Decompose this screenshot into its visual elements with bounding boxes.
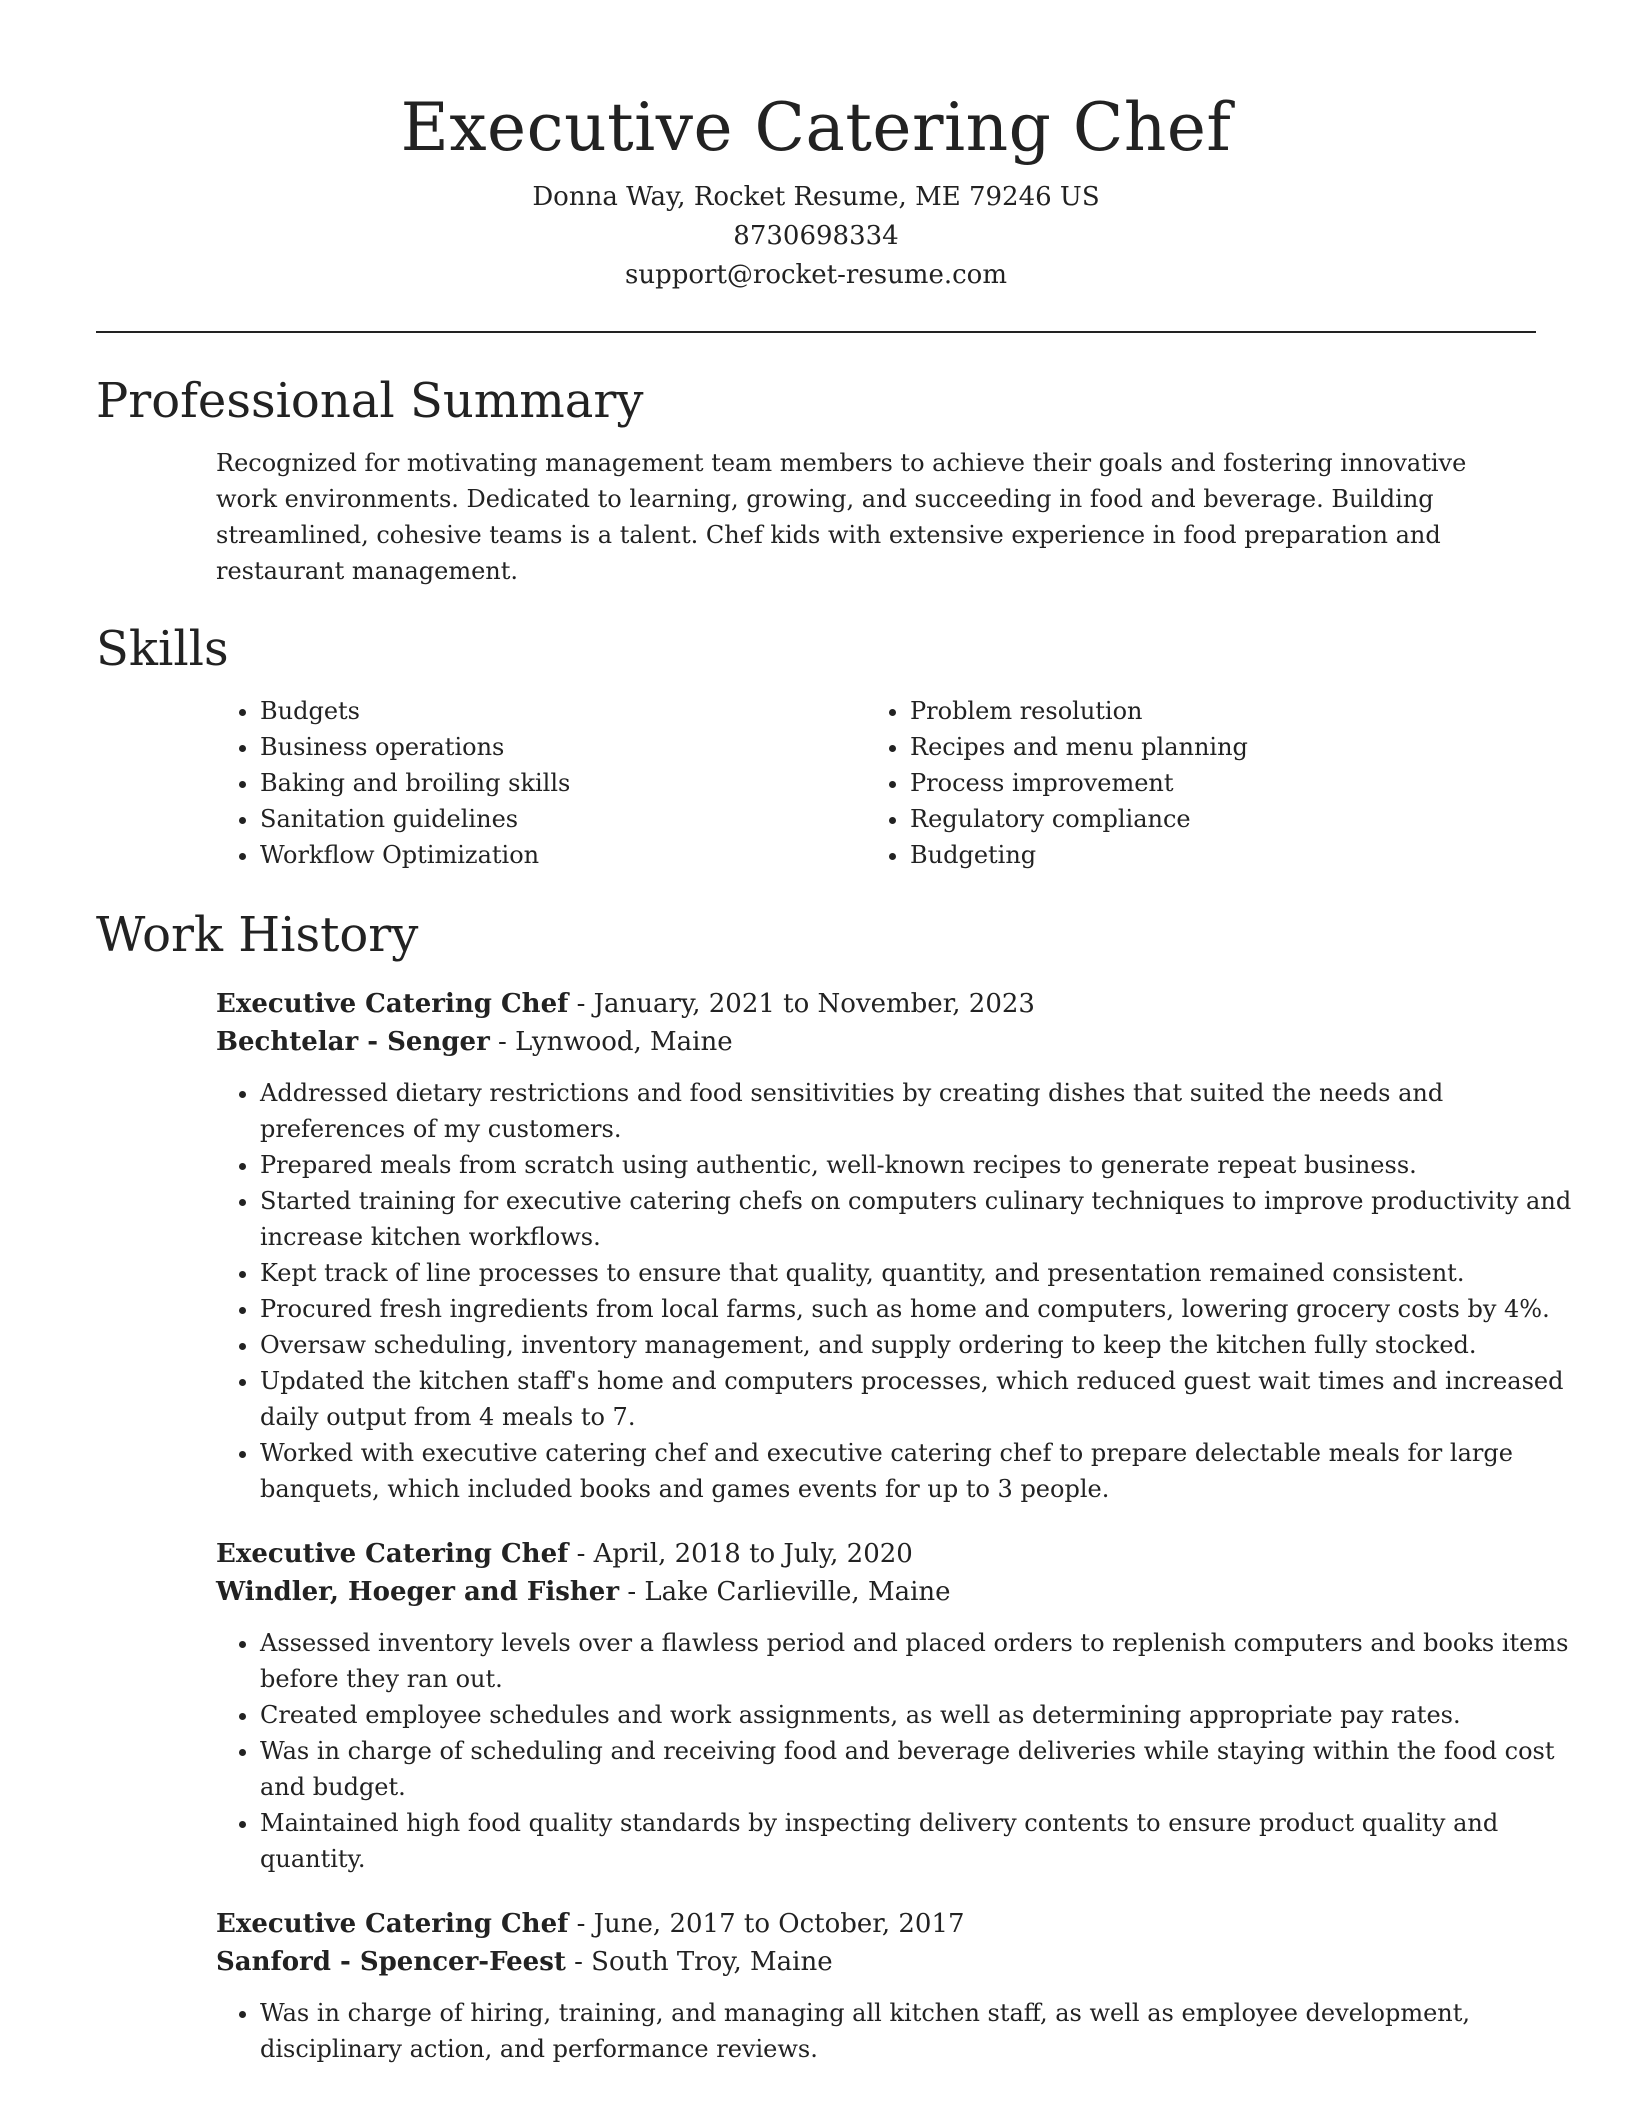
- job-heading: [216, 985, 1536, 1023]
- summary-text: Recognized for motivating management team members to achieve their goals and fostering innovative work environments. Dedicated to learning, growing, and succeeding in food and beverage. Building streamlined, cohesive teams is a talent. Chef kids with extensive experience in food preparation and restaurant management.: [216, 449, 1467, 585]
- job-bullets: [216, 1995, 1580, 2067]
- job-dates: - June, 2017 to October, 2017: [568, 1909, 965, 1939]
- skill-item: • Sanitation guidelines: [260, 801, 866, 837]
- section-title-work-history: Work History: [96, 907, 419, 963]
- job-bullet: • Maintained high food quality standards by inspecting delivery contents to ensure product quality and quantity.: [260, 1805, 1580, 1877]
- contact-block: [96, 178, 1536, 295]
- job-bullet: • Updated the kitchen staff's home and computers processes, which reduced guest wait times and increased daily output from 4 meals to 7.: [260, 1363, 1580, 1435]
- job-role: Executive Catering Chef: [216, 989, 569, 1019]
- job-location: - Lynwood, Maine: [489, 1027, 733, 1057]
- skill-item: • Budgets: [260, 693, 866, 729]
- job-entry: [216, 1905, 1536, 2067]
- job-company: Sanford - Spencer-Feest: [216, 1947, 566, 1977]
- job-bullet: • Procured fresh ingredients from local farms, such as home and computers, lowering grocery costs by 4%.: [260, 1291, 1580, 1327]
- skill-item: • Regulatory compliance: [910, 801, 1516, 837]
- job-heading: [216, 1905, 1536, 1943]
- resume-title: Executive Catering Chef: [400, 89, 1232, 166]
- job-bullets: [216, 1075, 1580, 1507]
- skill-item: • Workflow Optimization: [260, 837, 866, 873]
- skill-item: • Business operations: [260, 729, 866, 765]
- job-employer: [216, 1943, 1536, 1981]
- job-location: - Lake Carlieville, Maine: [619, 1577, 951, 1607]
- job-bullet: • Prepared meals from scratch using authentic, well-known recipes to generate repeat business.: [260, 1147, 1580, 1183]
- job-bullets: [216, 1625, 1580, 1877]
- job-bullet: • Kept track of line processes to ensure that quality, quantity, and presentation remained consistent.: [260, 1255, 1580, 1291]
- job-bullet: • Oversaw scheduling, inventory management, and supply ordering to keep the kitchen fully stocked.: [260, 1327, 1580, 1363]
- section-title-summary: Professional Summary: [96, 373, 644, 429]
- job-bullet: • Created employee schedules and work assignments, as well as determining appropriate pay rates.: [260, 1697, 1580, 1733]
- job-employer: [216, 1573, 1536, 1611]
- job-company: Windler, Hoeger and Fisher: [216, 1577, 620, 1607]
- skill-item: • Problem resolution: [910, 693, 1516, 729]
- job-role: Executive Catering Chef: [216, 1539, 569, 1569]
- header-divider: [96, 331, 1536, 333]
- job-bullet: • Assessed inventory levels over a flawless period and placed orders to replenish computers and books items before they ran out.: [260, 1625, 1580, 1697]
- section-title-skills: Skills: [96, 621, 229, 677]
- job-bullet: • Addressed dietary restrictions and food sensitivities by creating dishes that suited the needs and preferences of my customers.: [260, 1075, 1580, 1147]
- job-entry: [216, 1535, 1569, 1877]
- contact-email: support@rocket-resume.com: [624, 260, 1007, 290]
- job-role: Executive Catering Chef: [216, 1909, 569, 1939]
- job-entry: [216, 985, 1572, 1507]
- job-bullet: • Worked with executive catering chef and executive catering chef to prepare delectable meals for large banquets, which included books and games events for up to 3 people.: [260, 1435, 1580, 1507]
- skill-item: • Baking and broiling skills: [260, 765, 866, 801]
- job-dates: - April, 2018 to July, 2020: [568, 1539, 913, 1569]
- job-bullet: • Started training for executive catering chefs on computers culinary techniques to improve productivity and increase kitchen workflows.: [260, 1183, 1580, 1255]
- job-bullet: • Was in charge of hiring, training, and managing all kitchen staff, as well as employee development, disciplinary action, and performance reviews.: [260, 1995, 1580, 2067]
- contact-address: Donna Way, Rocket Resume, ME 79246 US: [532, 182, 1100, 212]
- job-heading: [216, 1535, 1536, 1573]
- resume-page: [96, 0, 1572, 2067]
- skill-item: • Budgeting: [910, 837, 1516, 873]
- job-employer: [216, 1023, 1536, 1061]
- job-bullet: • Was in charge of scheduling and receiving food and beverage deliveries while staying within the food cost and budget.: [260, 1733, 1580, 1805]
- skills-column-right: [866, 693, 1516, 873]
- job-location: - South Troy, Maine: [565, 1947, 833, 1977]
- job-company: Bechtelar - Senger: [216, 1027, 490, 1057]
- job-dates: - January, 2021 to November, 2023: [568, 989, 1035, 1019]
- skill-item: • Recipes and menu planning: [910, 729, 1516, 765]
- contact-phone: 8730698334: [733, 221, 899, 251]
- skills-list: [216, 693, 1536, 873]
- skill-item: • Process improvement: [910, 765, 1516, 801]
- skills-column-left: [216, 693, 866, 873]
